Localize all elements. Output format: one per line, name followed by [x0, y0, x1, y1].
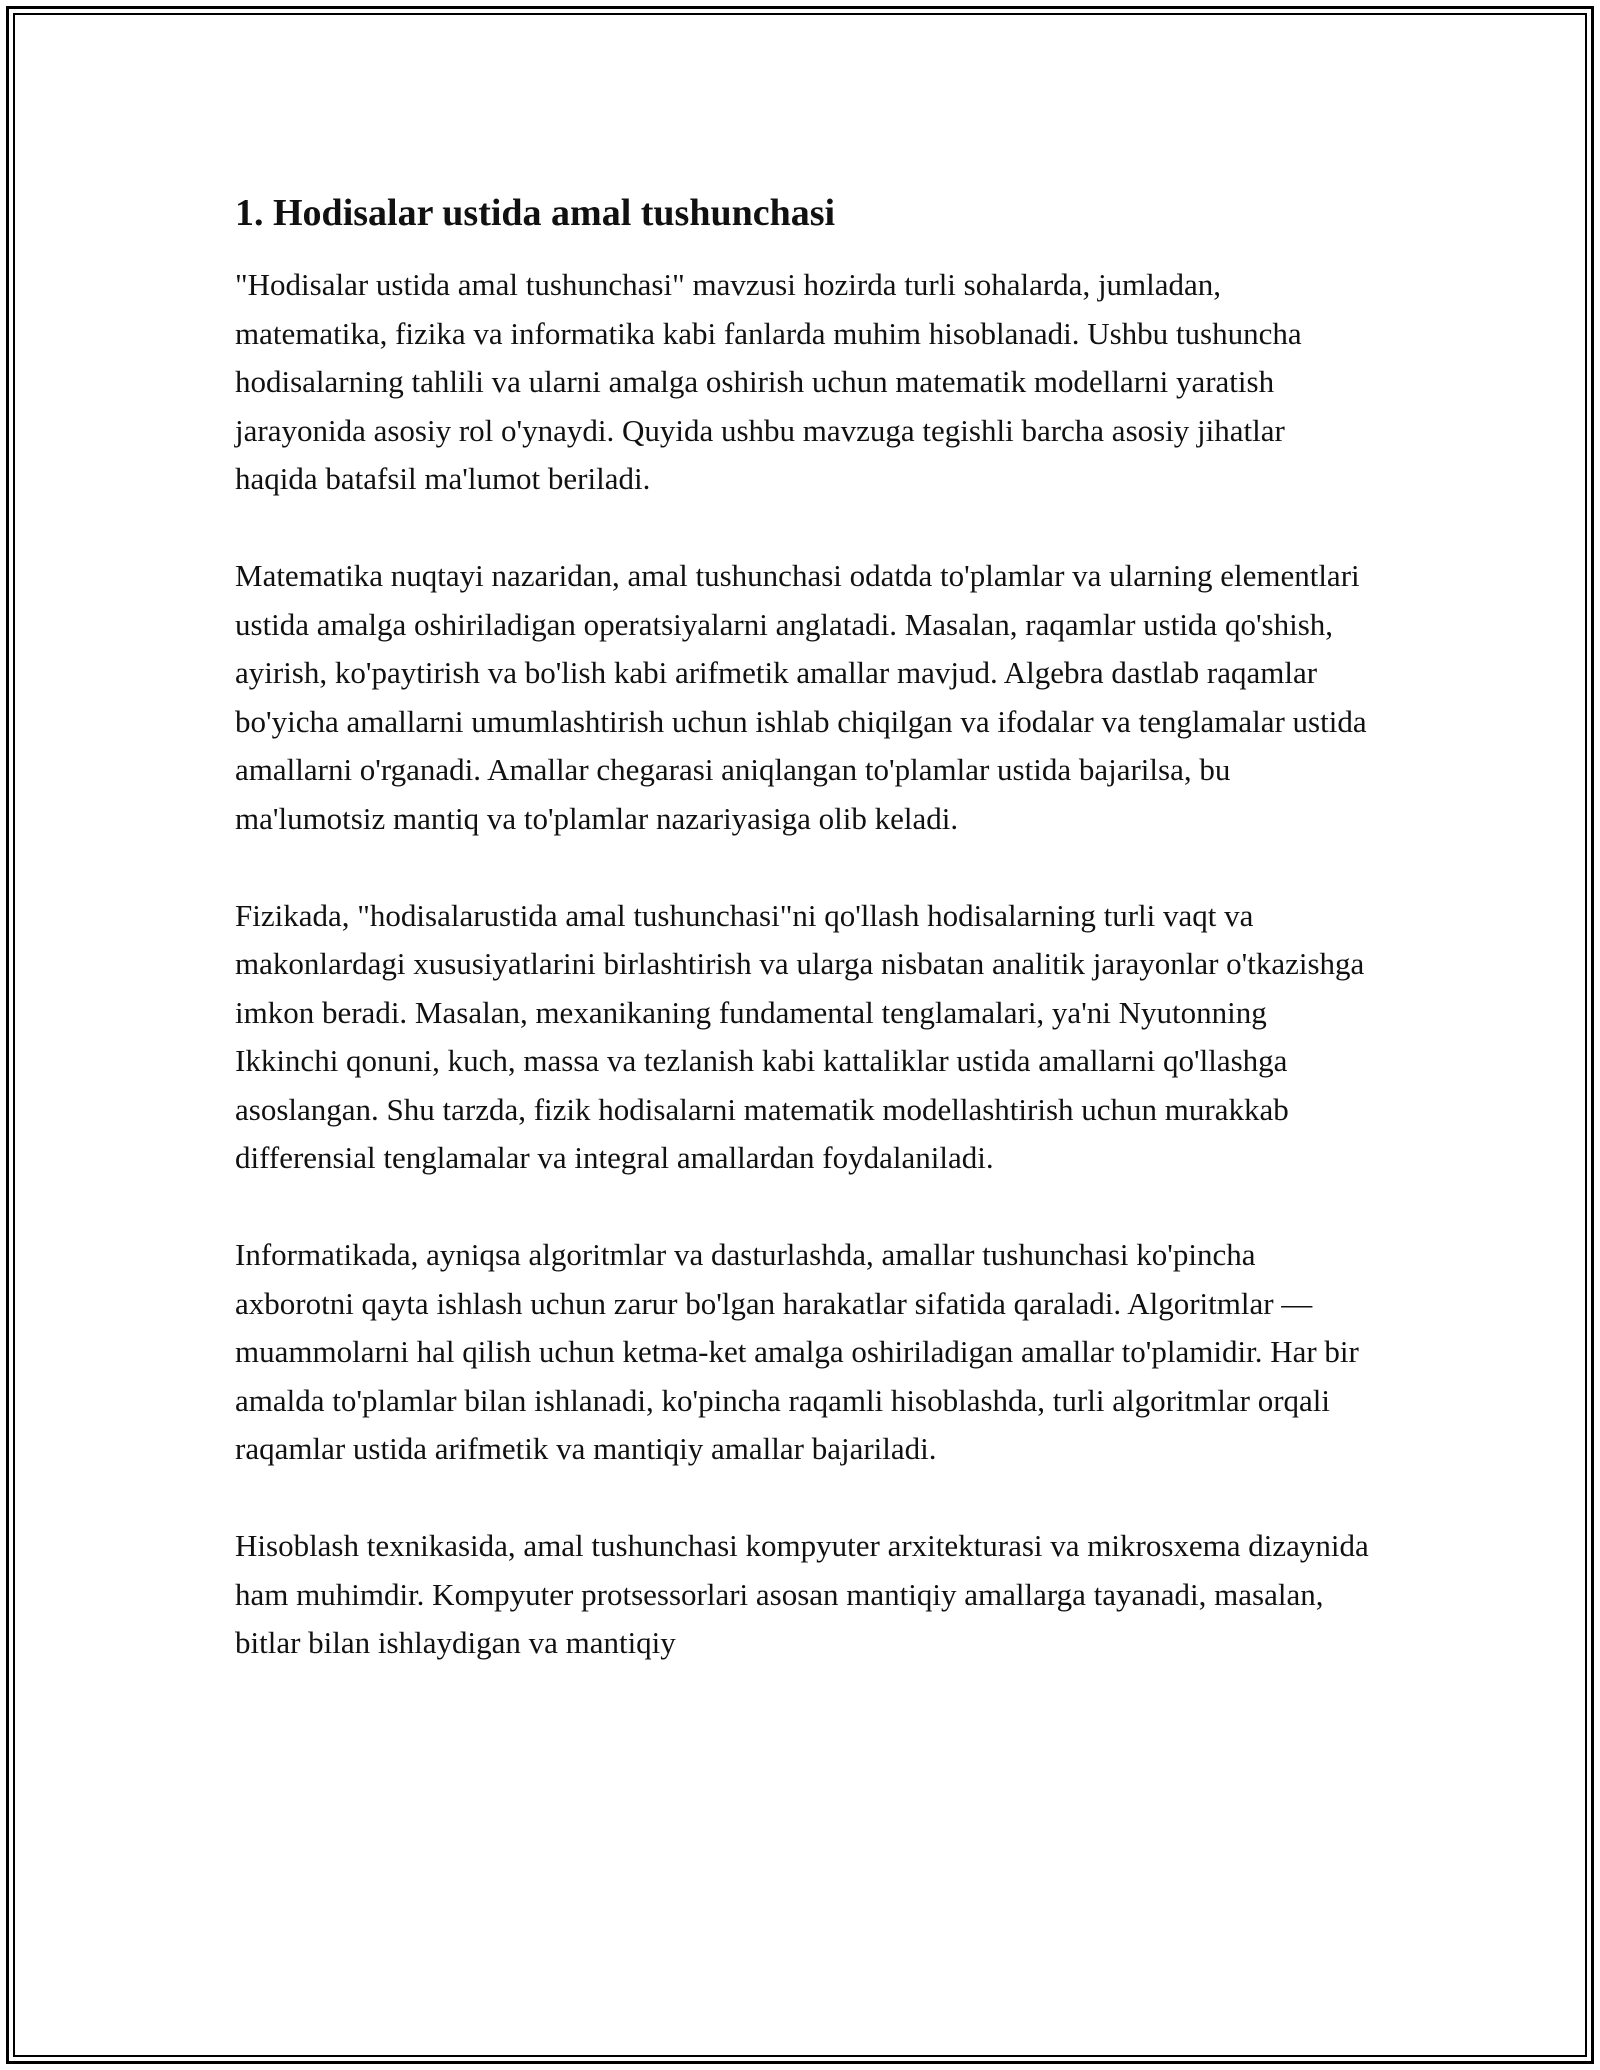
paragraph-mathematics: Matematika nuqtayi nazaridan, amal tushunchasi odatda to'plamlar va ularning elementlari ustida amalga oshiriladigan operatsiyalarni anglatadi. Masalan, raqamlar ustida qo'shish, ayirish, ko'paytirish va bo'lish kabi arifmetik amallar mavjud. Algebra dastlab raqamlar bo'yicha amallarni umumlashtirish uchun ishlab chiqilgan va ifodalar va tenglamalar ustida amallarni o'rganadi. Amallar chegarasi aniqlangan to'plamlar ustida bajarilsa, bu ma'lumotsiz mantiq va to'plamlar nazariyasiga olib keladi. [235, 558, 1367, 836]
paragraph-informatics: Informatikada, ayniqsa algoritmlar va dasturlashda, amallar tushunchasi ko'pincha axborotni qayta ishlash uchun zarur bo'lgan harakatlar sifatida qaraladi. Algoritmlar — muammolarni hal qilish uchun ketma-ket amalga oshiriladigan amallar to'plamidir. Har bir amalda to'plamlar bilan ishlanadi, ko'pincha raqamli hisoblashda, turli algoritmlar orqali raqamlar ustida arifmetik va mantiqiy amallar bajariladi. [235, 1237, 1359, 1466]
document-body [235, 185, 1370, 1716]
paragraph-intro: "Hodisalar ustida amal tushunchasi" mavzusi hozirda turli sohalarda, jumladan, matematika, fizika va informatika kabi fanlarda muhim hisoblanadi. Ushbu tushuncha hodisalarning tahlili va ularni amalga oshirish uchun matematik modellarni yaratish jarayonida asosiy rol o'ynaydi. Quyida ushbu mavzuga tegishli barcha asosiy jihatlar haqida batafsil ma'lumot beriladi. [235, 267, 1302, 496]
section-title: 1. Hodisalar ustida amal tushunchasi [235, 192, 836, 234]
paragraph-computing: Hisoblash texnikasida, amal tushunchasi kompyuter arxitekturasi va mikrosxema dizaynida ham muhimdir. Kompyuter protsessorlari asosan mantiqiy amallarga tayanadi, masalan, bitlar bilan ishlaydigan va mantiqiy [235, 1528, 1369, 1660]
paragraph-physics: Fizikada, "hodisalarustida amal tushunchasi"ni qo'llash hodisalarning turli vaqt va makonlardagi xususiyatlarini birlashtirish va ularga nisbatan analitik jarayonlar o'tkazishga imkon beradi. Masalan, mexanikaning fundamental tenglamalari, ya'ni Nyutonning Ikkinchi qonuni, kuch, massa va tezlanish kabi kattaliklar ustida amallarni qo'llashga asoslangan. Shu tarzda, fizik hodisalarni matematik modellashtirish uchun murakkab differensial tenglamalar va integral amallardan foydalaniladi. [235, 897, 1365, 1175]
